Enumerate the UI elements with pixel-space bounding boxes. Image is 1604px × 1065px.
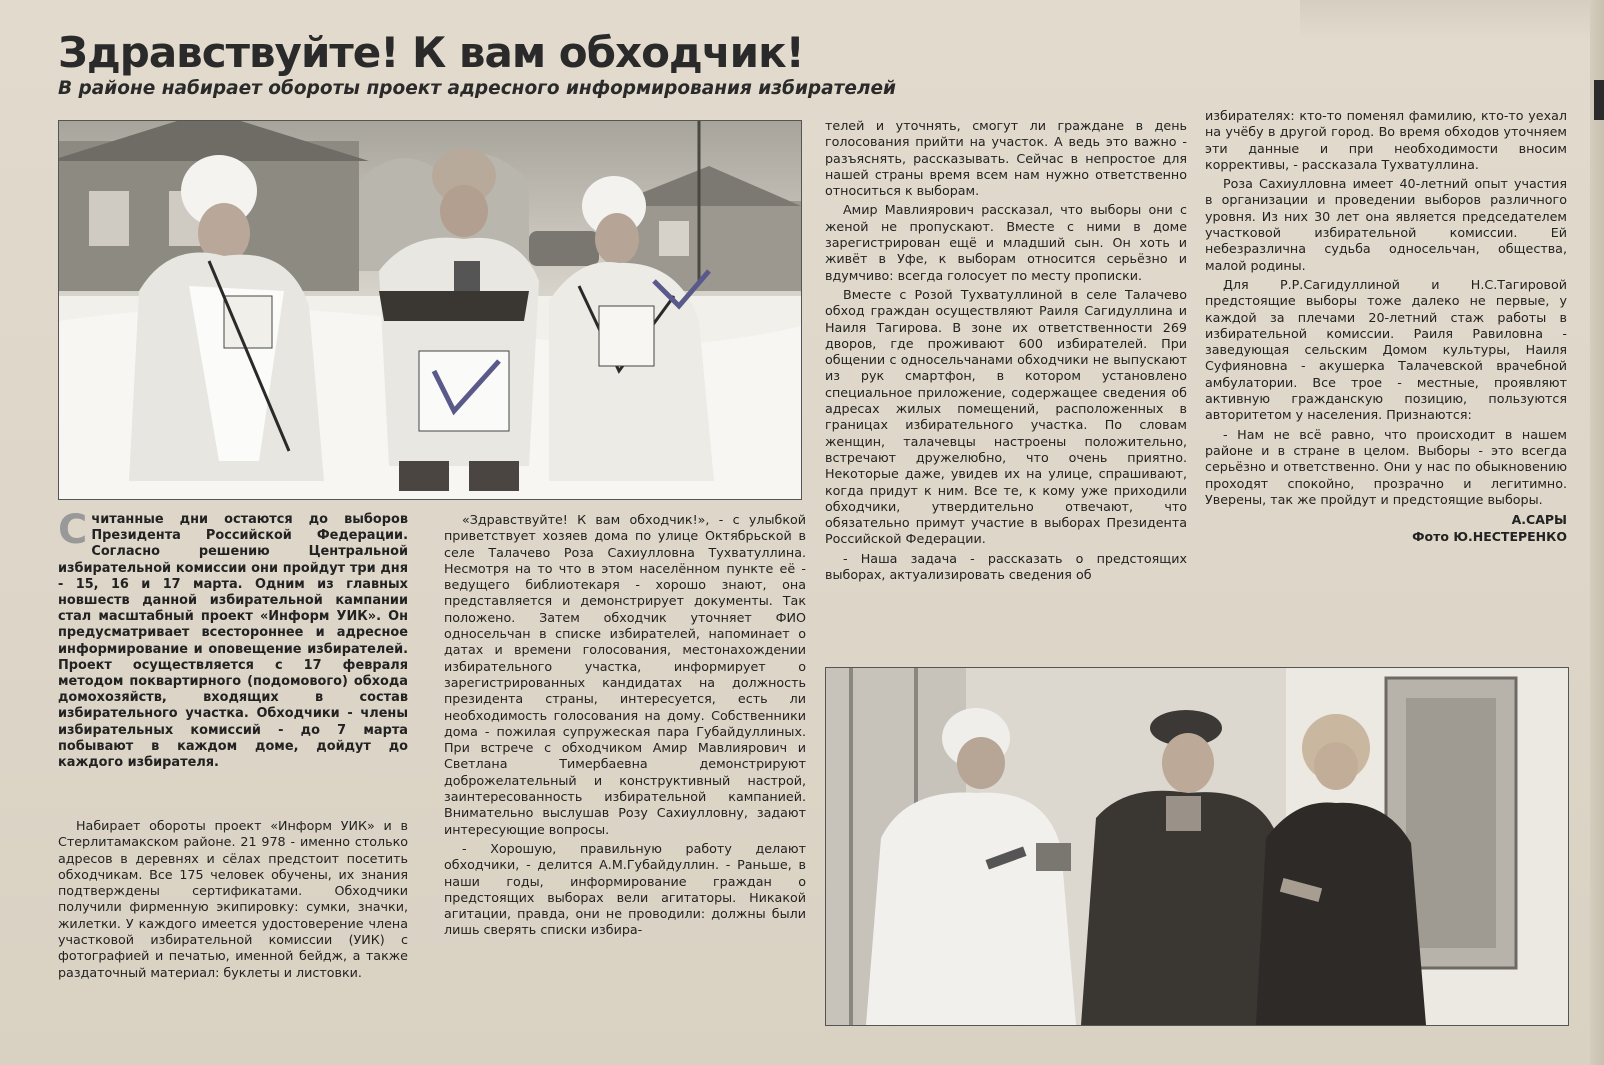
column-3 bbox=[825, 118, 1187, 586]
author: А.САРЫ bbox=[1511, 512, 1567, 528]
paragraph: избирателях: кто-то поменял фамилию, кто-то уехал на учёбу в другой город. Во время обходов уточняем эти данные и при необходимости вносим коррективы, - рассказала Тухватуллина. bbox=[1205, 108, 1567, 172]
paragraph: - Хорошую, правильную работу делают обходчики, - делится А.М.Губайдуллин. - Раньше, в наши годы, информирование граждан о предстоящих выборах вели агитаторы. Никакой агитации, правда, они не проводили: должны были лишь сверять списки избира- bbox=[444, 840, 806, 938]
photo-credit: Фото Ю.НЕСТЕРЕНКО bbox=[1412, 529, 1567, 545]
paragraph: Амир Мавлиярович рассказал, что выборы они с женой не пропускают. Вместе с ними в доме зарегистрирован ещё и младший сын. Он хоть и живёт в Уфе, к выборам относится серьёзно и вдумчиво: всегда голосует по месту прописки. bbox=[825, 202, 1187, 283]
page-edge-marker bbox=[1594, 80, 1604, 120]
previous-article-bleed bbox=[1300, 0, 1604, 40]
lead-text: читанные дни остаются до выборов Президента Российской Федерации. Согласно решению Центральной избирательной комиссии они пройдут три дня - 15, 16 и 17 марта. Одним из главных новшеств данной избирательной кампании стал масштабный проект «Информ УИК». Он предусматривает всестороннее и адресное информирование и оповещение избирателей. Проект осуществляется с 17 февраля методом поквартирного (подомового) обхода домохозяйств, входящих в состав избирательного участка. Обходчики - члены избирательных комиссий - до 7 марта побывают в каждом доме, дойдут до каждого избирателя. bbox=[58, 512, 408, 771]
paragraph: Набирает обороты проект «Информ УИК» и в Стерлитамакском районе. 21 978 - именно столько адресов в деревнях и сёлах предстоит посетить обходчикам. Все 175 человек обучены, их знания подтверждены сертификатами. Обходчики получили фирменную экипировку: сумки, значки, жилетки. У каждого имеется удостоверение члена участковой избирательной комиссии (УИК) с фотографией и печатью, именной бейдж, а также раздаточный материал: буклеты и листовки. bbox=[58, 818, 408, 980]
photo-canvassers-illustration bbox=[59, 121, 801, 499]
photo-visit-illustration bbox=[826, 668, 1568, 1025]
paragraph: Роза Сахиулловна имеет 40-летний опыт участия в организации и проведении выборов различного уровня. Из них 30 лет она является председателем участковой избирательной комиссии. Ей небезразлична судьба односельчан, общества, малой родины. bbox=[1205, 176, 1567, 273]
byline bbox=[1205, 511, 1567, 545]
paragraph: - Наша задача - рассказать о предстоящих выборах, актуализировать сведения об bbox=[825, 550, 1187, 583]
lead-paragraph bbox=[58, 507, 408, 771]
subheadline: В районе набирает обороты проект адресного информирования избирателей bbox=[58, 78, 896, 99]
column-4 bbox=[1205, 108, 1567, 548]
column-2 bbox=[444, 512, 806, 942]
paragraph: телей и уточнять, смогут ли граждане в день голосования прийти на участок. А ведь это важно - разъяснять, рассказывать. Сейчас в непростое для нашей страны время всем нам нужно ответственно относиться к выборам. bbox=[825, 118, 1187, 199]
photo-elderly-couple-visit bbox=[825, 667, 1569, 1026]
column-1-body bbox=[58, 818, 408, 984]
dropcap: С bbox=[58, 507, 88, 553]
page-edge bbox=[1590, 0, 1604, 1065]
paragraph: Для Р.Р.Сагидуллиной и Н.С.Тагировой предстоящие выборы тоже далеко не первые, у каждой за плечами 20-летний стаж работы в избирательной комиссии. Раиля Равиловна - заведующая сельским Домом культуры, Наиля Суфияновна - акушерка Талачевской врачебной амбулатории. Все трое - местные, проявляют активную гражданскую позицию, пользуются авторитетом у населения. Признаются: bbox=[1205, 276, 1567, 423]
paragraph: «Здравствуйте! К вам обходчик!», - с улыбкой приветствует хозяев дома по улице Октябрьской в селе Талачево Роза Сахиулловна Тухватуллина. Несмотря на то что в этом населённом пункте её - ведущего библиотекаря - хорошо знают, она представляется и демонстрирует документы. Так положено. Затем обходчик уточняет ФИО односельчан в списке избирателей, напоминает о датах и времени голосования, местонахождении избирательного участка, информирует о зарегистрированных кандидатах на должность президента страны, интересуется, есть ли необходимость голосования на дому. Собственники дома - пожилая супружеская пара Губайдуллиных. При встрече с обходчиком Амир Мавлиярович и Светлана Тимербаевна демонстрируют доброжелательный и конструктивный настрой, заинтересованность избирательной кампанией. Внимательно выслушав Розу Сахиулловну, задают интересующие вопросы. bbox=[444, 512, 806, 837]
headline: Здравствуйте! К вам обходчик! bbox=[58, 28, 804, 77]
paragraph: Вместе с Розой Тухватуллиной в селе Талачево обход граждан осуществляют Раиля Сагидуллина и Наиля Тагирова. В зоне их ответственности 269 дворов, где проживают 600 избирателей. При общении с односельчанами обходчики не выпускают из рук смартфон, в котором установлено специальное приложение, содержащее сведения об адресах жилых помещений, расположенных в границах избирательного участка. По словам женщин, талачевцы настроены положительно, встречают дружелюбно, что очень приятно. Некоторые даже, увидев их на улице, спрашивают, когда придут к ним. Все те, к кому уже приходили обходчики, утвердительно отвечают, что обязательно примут участие в выборах Президента Российской Федерации. bbox=[825, 286, 1187, 547]
paragraph: - Нам не всё равно, что происходит в нашем районе и в стране в целом. Выборы - это всегда серьёзно и ответственно. Они у нас по обыкновению проходят спокойно, прозрачно и легитимно. Уверены, так же пройдут и предстоящие выборы. bbox=[1205, 426, 1567, 507]
photo-canvassers-street bbox=[58, 120, 802, 500]
